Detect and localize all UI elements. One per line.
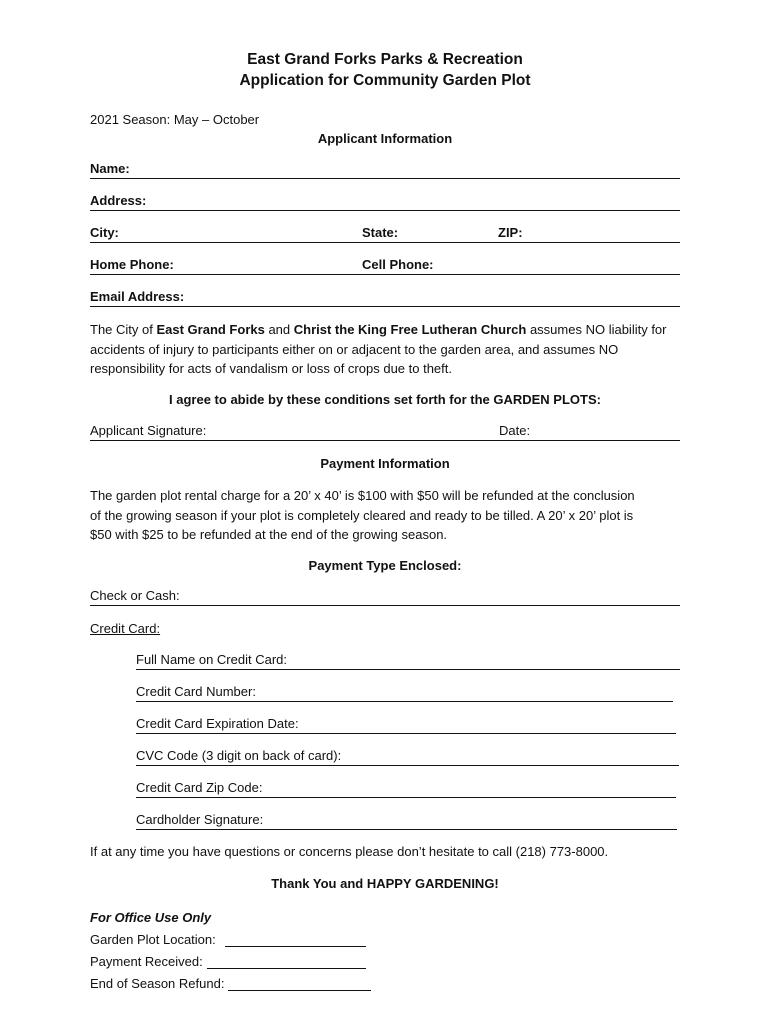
card-zip-field[interactable] bbox=[136, 779, 676, 798]
plot-location-label: Garden Plot Location: bbox=[90, 932, 216, 947]
plot-location-field[interactable] bbox=[225, 930, 366, 947]
org-church: Christ the King Free Lutheran Church bbox=[293, 322, 527, 337]
contact-text: If at any time you have questions or concerns please don’t hesitate to call (218) 773-8000. bbox=[90, 844, 609, 859]
card-number-label: Credit Card Number: bbox=[136, 684, 256, 699]
name-field[interactable] bbox=[90, 160, 680, 179]
zip-label: ZIP: bbox=[498, 225, 523, 240]
credit-card-label: Credit Card: bbox=[90, 621, 161, 636]
agreement-text: I agree to abide by these conditions set forth for the GARDEN PLOTS: bbox=[169, 392, 601, 407]
payment-heading: Payment Information bbox=[320, 456, 450, 471]
payment-paragraph: The garden plot rental charge for a 20’ x 40’ is $100 with $50 will be refunded at the conclusion of the growing season if your plot is completely cleared and ready to be tilled. A 20’ x 20’ plot is $50 with $25 to be refunded at the end of the growing season. bbox=[90, 488, 635, 542]
cardholder-signature-field[interactable] bbox=[136, 811, 677, 830]
cell-phone-label: Cell Phone: bbox=[362, 257, 434, 272]
org-east-grand-forks: East Grand Forks bbox=[156, 322, 265, 337]
thank-you-text: Thank You and HAPPY GARDENING! bbox=[271, 876, 499, 891]
payment-type-heading: Payment Type Enclosed: bbox=[308, 558, 462, 573]
name-label: Name: bbox=[90, 161, 130, 176]
card-expiration-field[interactable] bbox=[136, 715, 676, 734]
payment-received-label: Payment Received: bbox=[90, 954, 203, 969]
email-field[interactable] bbox=[90, 288, 680, 307]
liability-paragraph: The City of East Grand Forks and Christ the King Free Lutheran Church assumes NO liability for accidents of injury to participants either on or adjacent to the garden area, and assumes NO responsibility for acts of vandalism or loss of crops due to theft. bbox=[90, 322, 667, 376]
applicant-heading: Applicant Information bbox=[317, 131, 453, 146]
cardholder-signature-label: Cardholder Signature: bbox=[136, 812, 264, 827]
email-label: Email Address: bbox=[90, 289, 185, 304]
state-label: State: bbox=[362, 225, 399, 240]
city-label: City: bbox=[90, 225, 119, 240]
date-label: Date: bbox=[499, 423, 531, 438]
season-refund-field[interactable] bbox=[228, 974, 371, 991]
season-text: 2021 Season: May – October bbox=[90, 112, 260, 127]
card-full-name-label: Full Name on Credit Card: bbox=[136, 652, 287, 667]
check-or-cash-field[interactable] bbox=[90, 587, 680, 606]
card-cvc-field[interactable] bbox=[136, 747, 679, 766]
season-refund-label: End of Season Refund: bbox=[90, 976, 225, 991]
applicant-signature-field[interactable] bbox=[90, 422, 680, 441]
card-cvc-label: CVC Code (3 digit on back of card): bbox=[136, 748, 342, 763]
card-zip-label: Credit Card Zip Code: bbox=[136, 780, 263, 795]
card-number-field[interactable] bbox=[136, 683, 673, 702]
payment-received-field[interactable] bbox=[207, 952, 366, 969]
form-subtitle: Application for Community Garden Plot bbox=[239, 72, 531, 89]
check-or-cash-label: Check or Cash: bbox=[90, 588, 180, 603]
phone-row[interactable] bbox=[90, 256, 680, 275]
address-field[interactable] bbox=[90, 192, 680, 211]
city-state-zip-row[interactable] bbox=[90, 224, 680, 243]
form-title: East Grand Forks Parks & Recreation bbox=[247, 51, 523, 68]
address-label: Address: bbox=[90, 193, 147, 208]
card-full-name-field[interactable] bbox=[136, 651, 680, 670]
applicant-signature-label: Applicant Signature: bbox=[90, 423, 207, 438]
home-phone-label: Home Phone: bbox=[90, 257, 174, 272]
card-expiration-label: Credit Card Expiration Date: bbox=[136, 716, 299, 731]
office-use-heading: For Office Use Only bbox=[90, 910, 212, 925]
